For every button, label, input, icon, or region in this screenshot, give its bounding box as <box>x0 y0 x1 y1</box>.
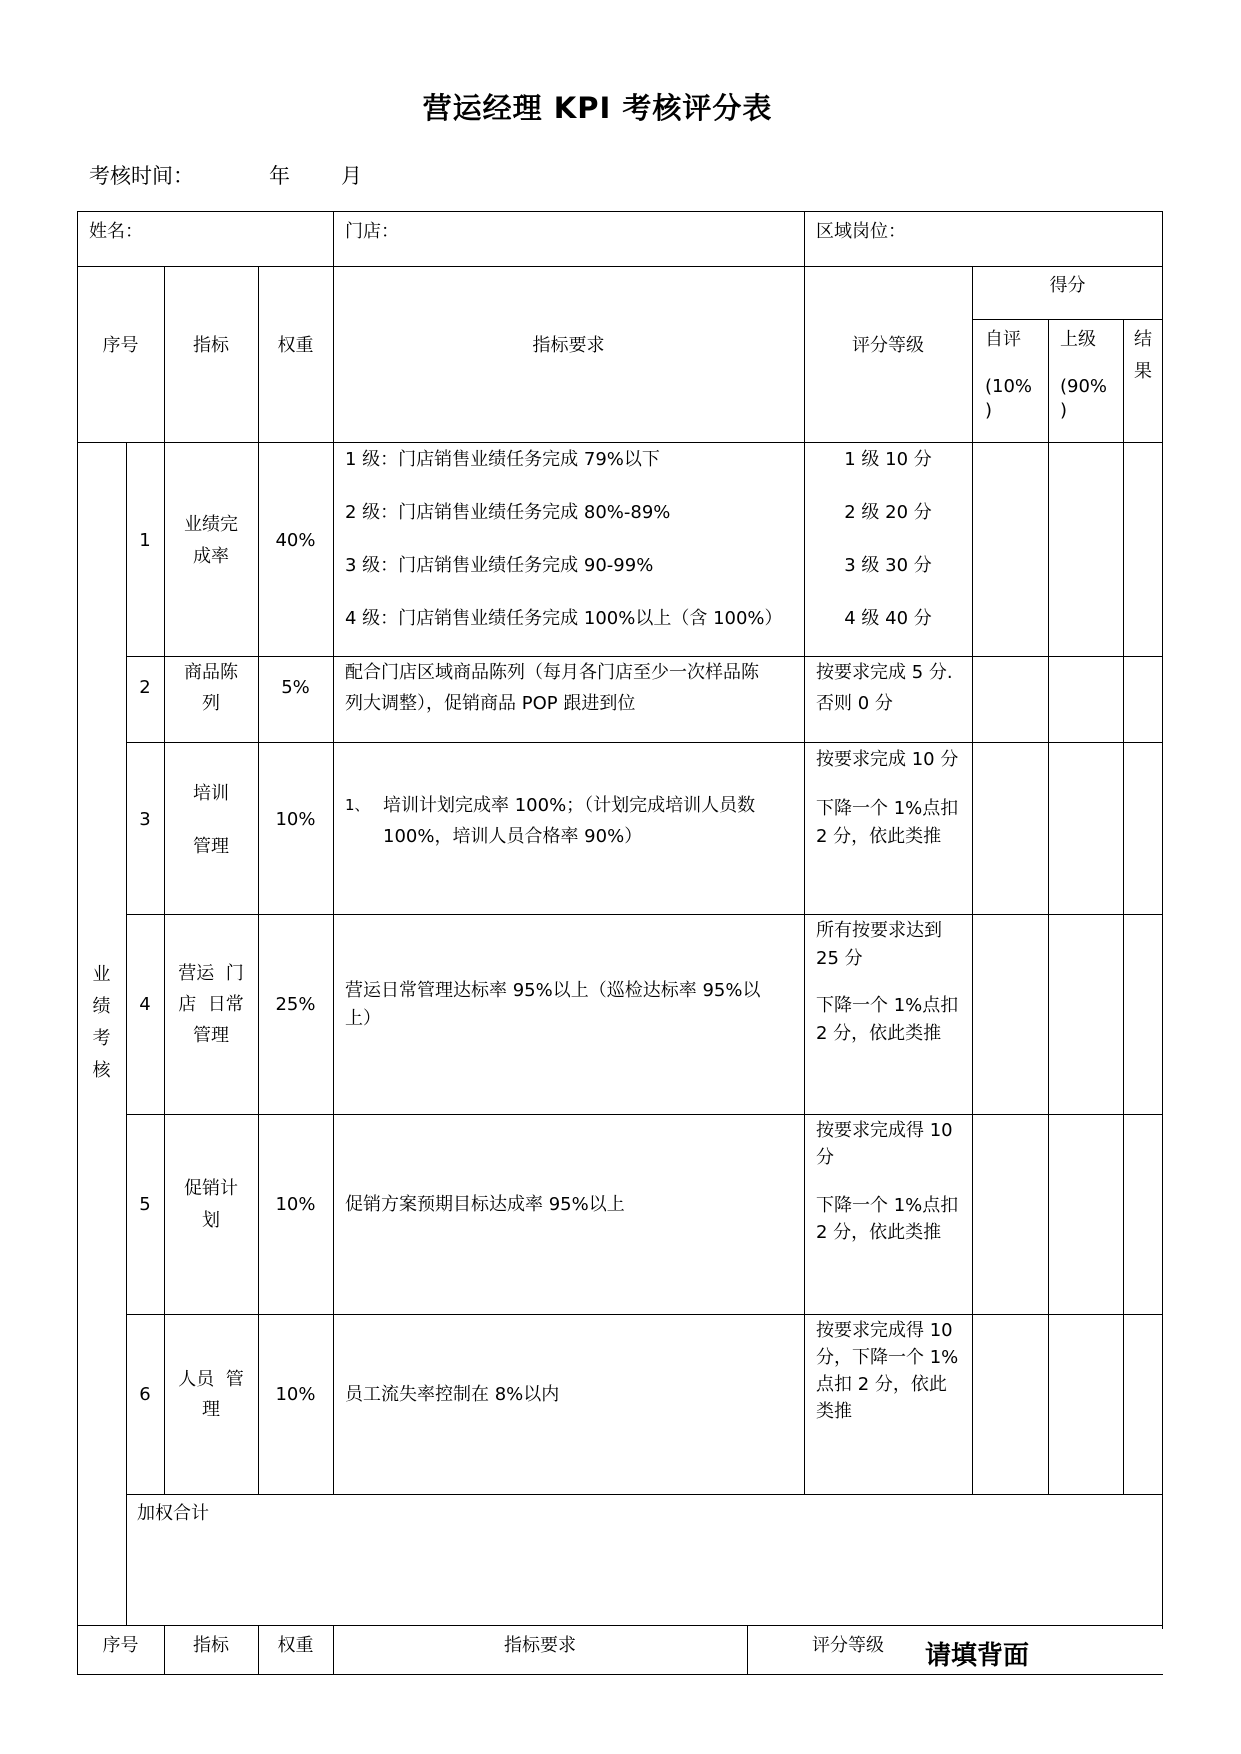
row-5-no: 5 <box>139 1194 151 1215</box>
row-4-name-2: 店 日常 <box>178 994 244 1015</box>
row-1-req-1: 1 级：门店销售业绩任务完成 79%以下 <box>345 449 660 470</box>
assessment-time-label: 考核时间： <box>89 164 194 188</box>
row-6-grade-3: 点扣 2 分，依此 <box>816 1374 947 1395</box>
category-char-3: 考 <box>92 1028 111 1049</box>
row-6-no: 6 <box>139 1384 151 1405</box>
row-1-grade-4: 4 级 40 分 <box>844 608 932 629</box>
row-3-req-num: 1、 <box>345 796 370 814</box>
row-5-weight: 10% <box>275 1194 316 1215</box>
position-label: 区域岗位： <box>816 221 906 242</box>
row-5-name-2: 划 <box>202 1210 220 1231</box>
row-1-no: 1 <box>139 530 151 551</box>
row-sep-1 <box>126 656 1163 657</box>
row-2-grade-1: 按要求完成 5 分. <box>816 662 953 683</box>
row-6-grade-1: 按要求完成得 10 <box>816 1320 953 1341</box>
row-3-name-2: 管理 <box>193 836 229 857</box>
row-3-grade-1: 按要求完成 10 分 <box>816 749 959 770</box>
header-superior-pct: (90% <box>1060 376 1108 397</box>
name-label: 姓名： <box>89 221 143 242</box>
header-result-1: 结 <box>1134 329 1152 350</box>
year-label: 年 <box>269 164 290 188</box>
weighted-total-label: 加权合计 <box>137 1503 209 1524</box>
header-result-2: 果 <box>1134 361 1152 382</box>
row-1-req-3: 3 级：门店销售业绩任务完成 90-99% <box>345 555 654 576</box>
row-4-req-1: 营运日常管理达标率 95%以上（巡检达标率 95%以 <box>345 980 761 1001</box>
fill-back-note: 请填背面 <box>915 1635 1039 1672</box>
row-sep-3 <box>126 914 1163 915</box>
header-seq: 序号 <box>102 335 139 356</box>
row-6-weight: 10% <box>275 1384 316 1405</box>
category-char-1: 业 <box>92 964 111 985</box>
row-3-req-2: 100%，培训人员合格率 90%） <box>383 826 643 847</box>
row-sep-6 <box>126 1494 1163 1495</box>
store-label: 门店： <box>345 221 399 242</box>
table-left-border <box>77 211 78 1675</box>
row-3-no: 3 <box>139 809 151 830</box>
row-1-req-2: 2 级：门店销售业绩任务完成 80%-89% <box>345 502 671 523</box>
month-label: 月 <box>341 164 362 188</box>
info-divider-1 <box>333 211 334 267</box>
row-2-grade-2: 否则 0 分 <box>816 693 893 714</box>
row-sep-2 <box>126 742 1163 743</box>
row-5-name-1: 促销计 <box>184 1178 238 1199</box>
row-3-grade-2: 下降一个 1%点扣 <box>816 798 959 819</box>
info-divider-2 <box>804 211 805 267</box>
row-5-req-1: 促销方案预期目标达成率 95%以上 <box>345 1194 625 1215</box>
row-1-req-4: 4 级：门店销售业绩任务完成 100%以上（含 100%） <box>345 608 783 629</box>
row-6-name-1: 人员 管 <box>178 1369 244 1390</box>
row-3-req-1: 培训计划完成率 100%；（计划完成培训人员数 <box>383 795 756 816</box>
header-superior-close: ) <box>1060 400 1068 421</box>
page-title: 营运经理 KPI 考核评分表 <box>422 91 773 125</box>
row-3-weight: 10% <box>275 809 316 830</box>
col-superior-result <box>1123 319 1124 1494</box>
footer-seq: 序号 <box>102 1635 139 1656</box>
row-4-no: 4 <box>139 994 151 1015</box>
col-grade-score <box>972 266 973 1495</box>
row-5-grade-2: 分 <box>816 1147 834 1168</box>
row-6-req-1: 员工流失率控制在 8%以内 <box>345 1384 560 1405</box>
footer-col-4 <box>747 1625 748 1675</box>
row-4-name-1: 营运 门 <box>178 963 244 984</box>
row-1-grade-1: 1 级 10 分 <box>844 449 932 470</box>
header-row-bottom <box>77 442 1163 443</box>
row-5-grade-1: 按要求完成得 10 <box>816 1120 953 1141</box>
footer-weight: 权重 <box>277 1635 314 1656</box>
score-header-divider <box>972 319 1163 320</box>
row-1-weight: 40% <box>275 530 316 551</box>
header-requirement: 指标要求 <box>532 335 605 356</box>
header-self-pct: (10% <box>985 376 1033 397</box>
row-2-req-1: 配合门店区域商品陈列（每月各门店至少一次样品陈 <box>345 662 759 683</box>
header-weight: 权重 <box>277 335 314 356</box>
row-2-name-1: 商品陈 <box>184 662 238 683</box>
footer-row-top <box>77 1625 1163 1626</box>
row-4-name-3: 管理 <box>193 1025 229 1046</box>
row-4-grade-3: 下降一个 1%点扣 <box>816 995 959 1016</box>
row-6-name-2: 理 <box>202 1399 220 1420</box>
row-4-grade-2: 25 分 <box>816 948 863 969</box>
footer-grade: 评分等级 <box>812 1635 884 1656</box>
row-1-name-1: 业绩完 <box>184 514 238 535</box>
row-2-weight: 5% <box>281 677 310 698</box>
table-right-border <box>1162 211 1163 1629</box>
footer-indicator: 指标 <box>193 1635 229 1656</box>
header-score: 得分 <box>1049 275 1086 296</box>
header-grade: 评分等级 <box>852 335 924 356</box>
row-5-grade-3: 下降一个 1%点扣 <box>816 1195 959 1216</box>
row-4-grade-1: 所有按要求达到 <box>816 920 942 941</box>
row-1-grade-3: 3 级 30 分 <box>844 555 932 576</box>
row-4-weight: 25% <box>275 994 316 1015</box>
header-superior: 上级 <box>1060 329 1096 350</box>
row-2-name-2: 列 <box>202 693 220 714</box>
row-1-name-2: 成率 <box>193 546 229 567</box>
row-6-grade-4: 类推 <box>816 1401 852 1422</box>
row-4-grade-4: 2 分，依此类推 <box>816 1023 942 1044</box>
row-sep-4 <box>126 1114 1163 1115</box>
row-3-name-1: 培训 <box>193 783 229 804</box>
footer-requirement: 指标要求 <box>504 1635 576 1656</box>
row-1-grade-2: 2 级 20 分 <box>844 502 932 523</box>
info-row-bottom <box>77 266 1163 267</box>
col-weight-req <box>333 266 334 1495</box>
category-char-2: 绩 <box>92 996 111 1017</box>
category-char-4: 核 <box>92 1060 111 1081</box>
row-sep-5 <box>126 1314 1163 1315</box>
row-5-grade-4: 2 分，依此类推 <box>816 1222 942 1243</box>
table-bottom-border <box>77 1674 1163 1675</box>
row-6-grade-2: 分，下降一个 1% <box>816 1347 959 1368</box>
row-2-req-2: 列大调整），促销商品 POP 跟进到位 <box>345 693 636 714</box>
row-2-no: 2 <box>139 677 151 698</box>
row-4-req-2: 上） <box>345 1008 381 1029</box>
row-3-grade-3: 2 分，依此类推 <box>816 826 942 847</box>
col-category-no <box>126 442 127 1625</box>
header-self-eval: 自评 <box>985 329 1021 350</box>
header-self-close: ) <box>985 400 993 421</box>
col-indicator-weight <box>258 266 259 1495</box>
table-top-border <box>77 211 1163 212</box>
header-indicator: 指标 <box>193 335 229 356</box>
col-self-superior <box>1048 319 1049 1494</box>
